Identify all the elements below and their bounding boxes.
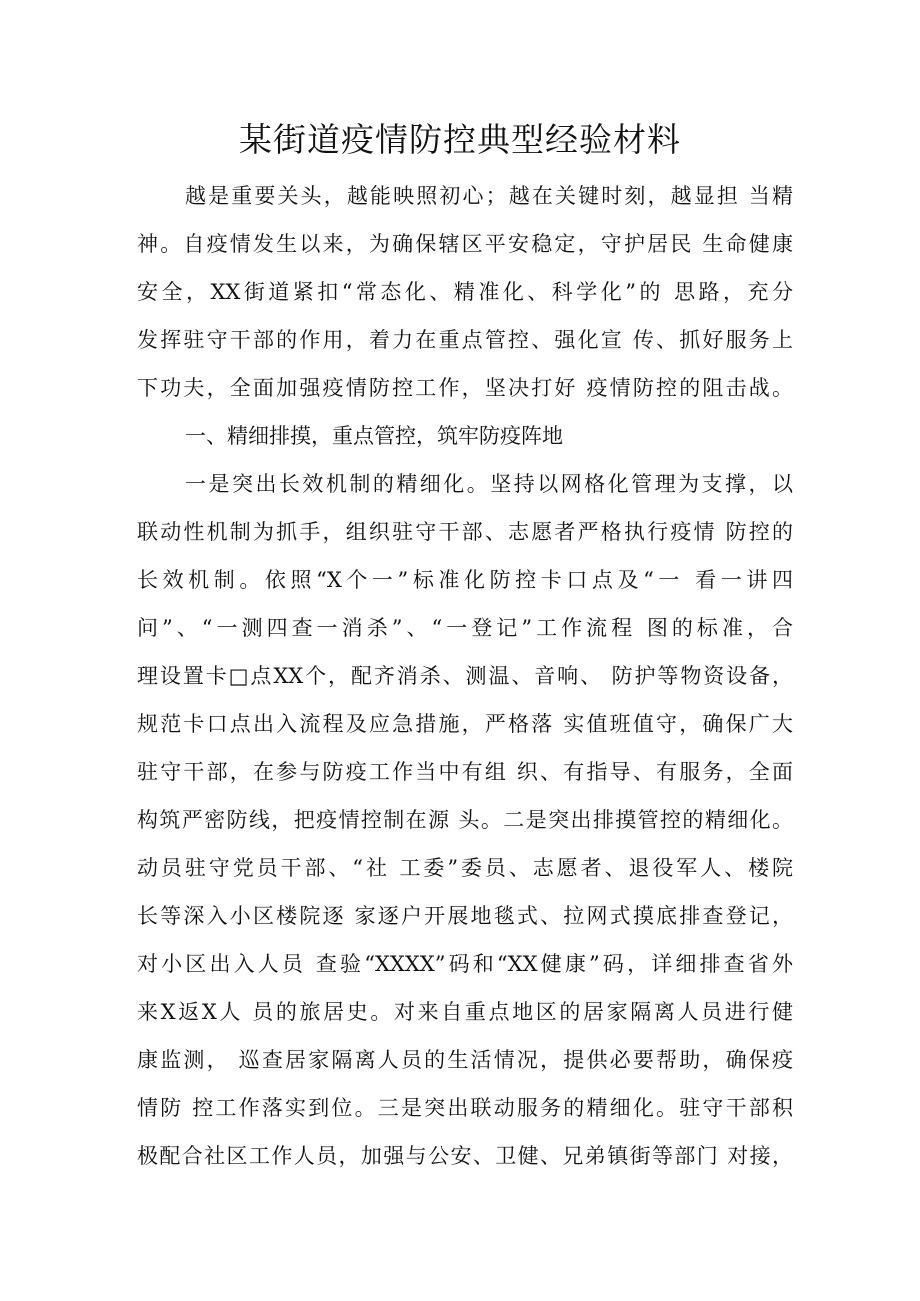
paragraph-line: 康监测， 巡查居家隔离人员的生活情况，提供必要帮助，确保疫 [137,1048,793,1072]
paragraph-line: 安全，XX街道紧扣“常态化、精准化、科学化”的 思路，充分 [137,280,793,304]
paragraph-line: 规范卡口点出入流程及应急措施，严格落 实值班值守，确保广大 [137,712,793,736]
paragraph-line: 情防 控工作落实到位。三是突出联动服务的精细化。驻守干部积 [137,1096,793,1120]
paragraph-line: 发挥驻守干部的作用，着力在重点管控、强化宣 传、抓好服务上 [137,328,793,352]
paragraph-line: 驻守干部，在参与防疫工作当中有组 织、有指导、有服务，全面 [137,760,793,784]
paragraph-line: 构筑严密防线，把疫情控制在源 头。二是突出排摸管控的精细化。 [137,808,793,832]
paragraph-line: 极配合社区工作人员，加强与公安、卫健、兄弟镇街等部门 对接， [137,1144,793,1168]
paragraph-line: 对小区出入人员 查验“XXXX”码和“XX健康”码，详细排查省外 [137,952,793,976]
paragraph-line: 问”、“一测四查一消杀”、“一登记”工作流程 图的标准，合 [137,616,793,640]
paragraph-line: 一是突出长效机制的精细化。坚持以网格化管理为支撑，以 [185,472,793,496]
paragraph-line: 来X返X人 员的旅居史。对来自重点地区的居家隔离人员进行健 [137,1000,793,1024]
section-heading: 一、精细排摸，重点管控，筑牢防疫阵地 [185,424,563,448]
paragraph-line: 越是重要关头，越能映照初心；越在关键时刻，越显担 当精 [185,184,793,208]
paragraph-line: 动员驻守党员干部、“社 工委”委员、志愿者、退役军人、楼院 [137,856,793,880]
paragraph-line: 下功夫，全面加强疫情防控工作，坚决打好 疫情防控的阻击战。 [137,376,793,400]
paragraph-line: 神。自疫情发生以来，为确保辖区平安稳定，守护居民 生命健康 [137,232,793,256]
paragraph-line: 理设置卡□点XX个，配齐消杀、测温、音响、 防护等物资设备， [137,664,793,688]
paragraph-line: 长等深入小区楼院逐 家逐户开展地毯式、拉网式摸底排查登记， [137,904,793,928]
paragraph-line: 联动性机制为抓手，组织驻守干部、志愿者严格执行疫情 防控的 [137,520,793,544]
document-title: 某街道疫情防控典型经验材料 [239,120,681,159]
paragraph-line: 长效机制。依照“X个一”标准化防控卡口点及“一 看一讲四 [137,568,793,592]
